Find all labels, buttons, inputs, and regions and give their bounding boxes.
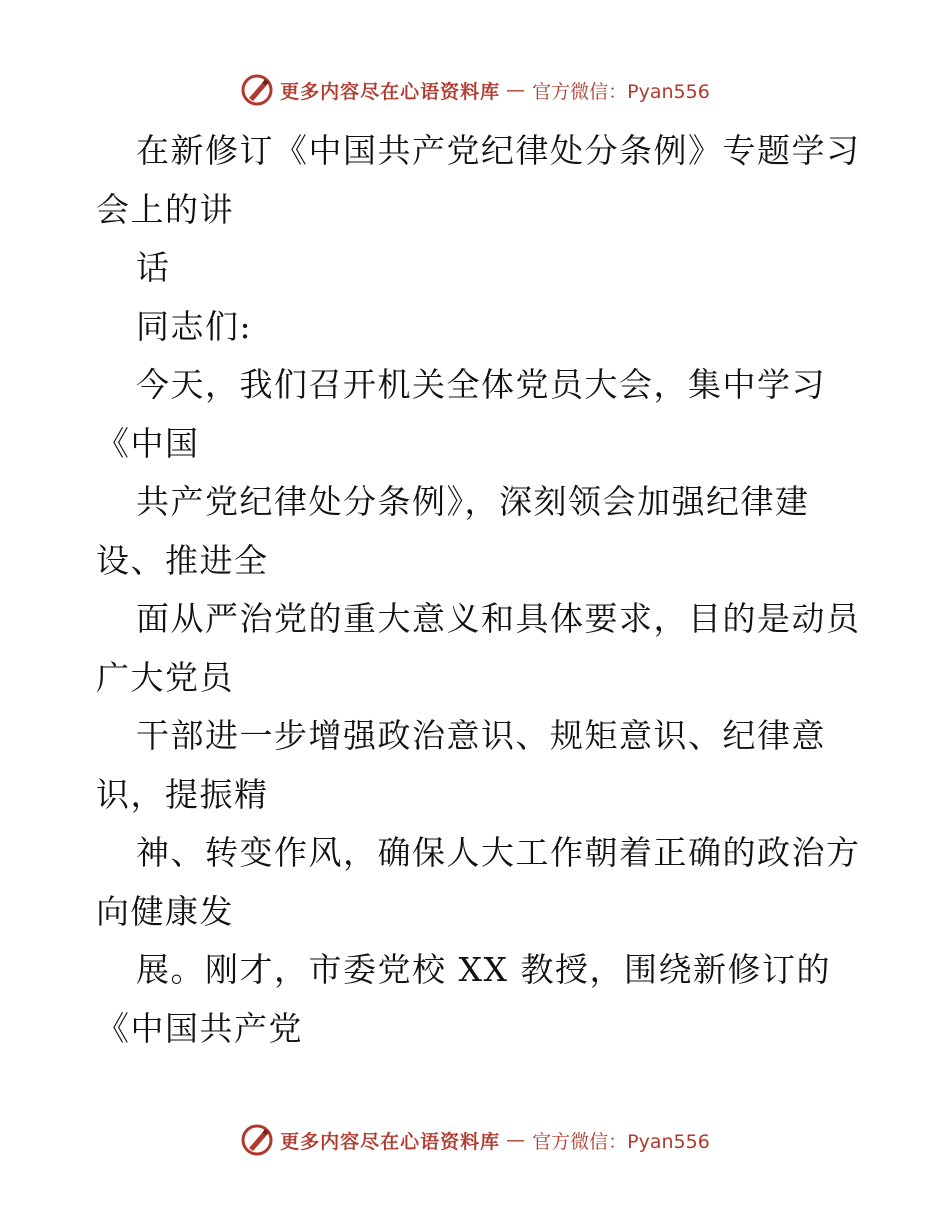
text-line: 共产党纪律处分条例》，深刻领会加强纪律建 bbox=[136, 482, 810, 521]
footer-wechat-text: 官方微信：Pyan556 bbox=[532, 1130, 710, 1153]
text-line: 干部进一步增强政治意识、规矩意识、纪律意 bbox=[136, 716, 826, 755]
footer-banner bbox=[0, 1120, 950, 1160]
footer-brand-text: 更多内容尽在心语资料库 bbox=[280, 1130, 501, 1153]
pen-circle-logo-icon bbox=[240, 1123, 274, 1157]
header-banner bbox=[0, 70, 950, 110]
text-line: 向健康发 bbox=[96, 891, 234, 931]
text-line: 话 bbox=[136, 248, 171, 287]
header-brand-text: 更多内容尽在心语资料库 bbox=[280, 80, 501, 103]
text-line: 在新修订《中国共产党纪律处分条例》专题学习 bbox=[136, 131, 861, 170]
text-line: 识，提振精 bbox=[96, 774, 269, 814]
document-body bbox=[96, 122, 866, 1058]
text-line: 今天，我们召开机关全体党员大会，集中学习 bbox=[136, 365, 826, 404]
text-line: 神、转变作风，确保人大工作朝着正确的政治方 bbox=[136, 833, 861, 872]
text-line: 面从严治党的重大意义和具体要求，目的是动员 bbox=[136, 599, 861, 638]
text-line: 同志们: bbox=[136, 306, 253, 346]
pen-circle-logo-icon bbox=[240, 73, 274, 107]
text-line: 《中国 bbox=[96, 423, 200, 463]
text-line: 展。刚才，市委党校 XX 教授，围绕新修订的 bbox=[136, 950, 831, 989]
text-line: 广大党员 bbox=[96, 657, 234, 697]
header-wechat-text: 官方微信：Pyan556 bbox=[532, 80, 710, 103]
text-line: 设、推进全 bbox=[96, 540, 269, 580]
header-separator: — bbox=[506, 79, 527, 101]
text-line: 会上的讲 bbox=[96, 189, 234, 229]
text-line: 《中国共产党 bbox=[96, 1008, 303, 1048]
footer-separator: — bbox=[506, 1129, 527, 1151]
